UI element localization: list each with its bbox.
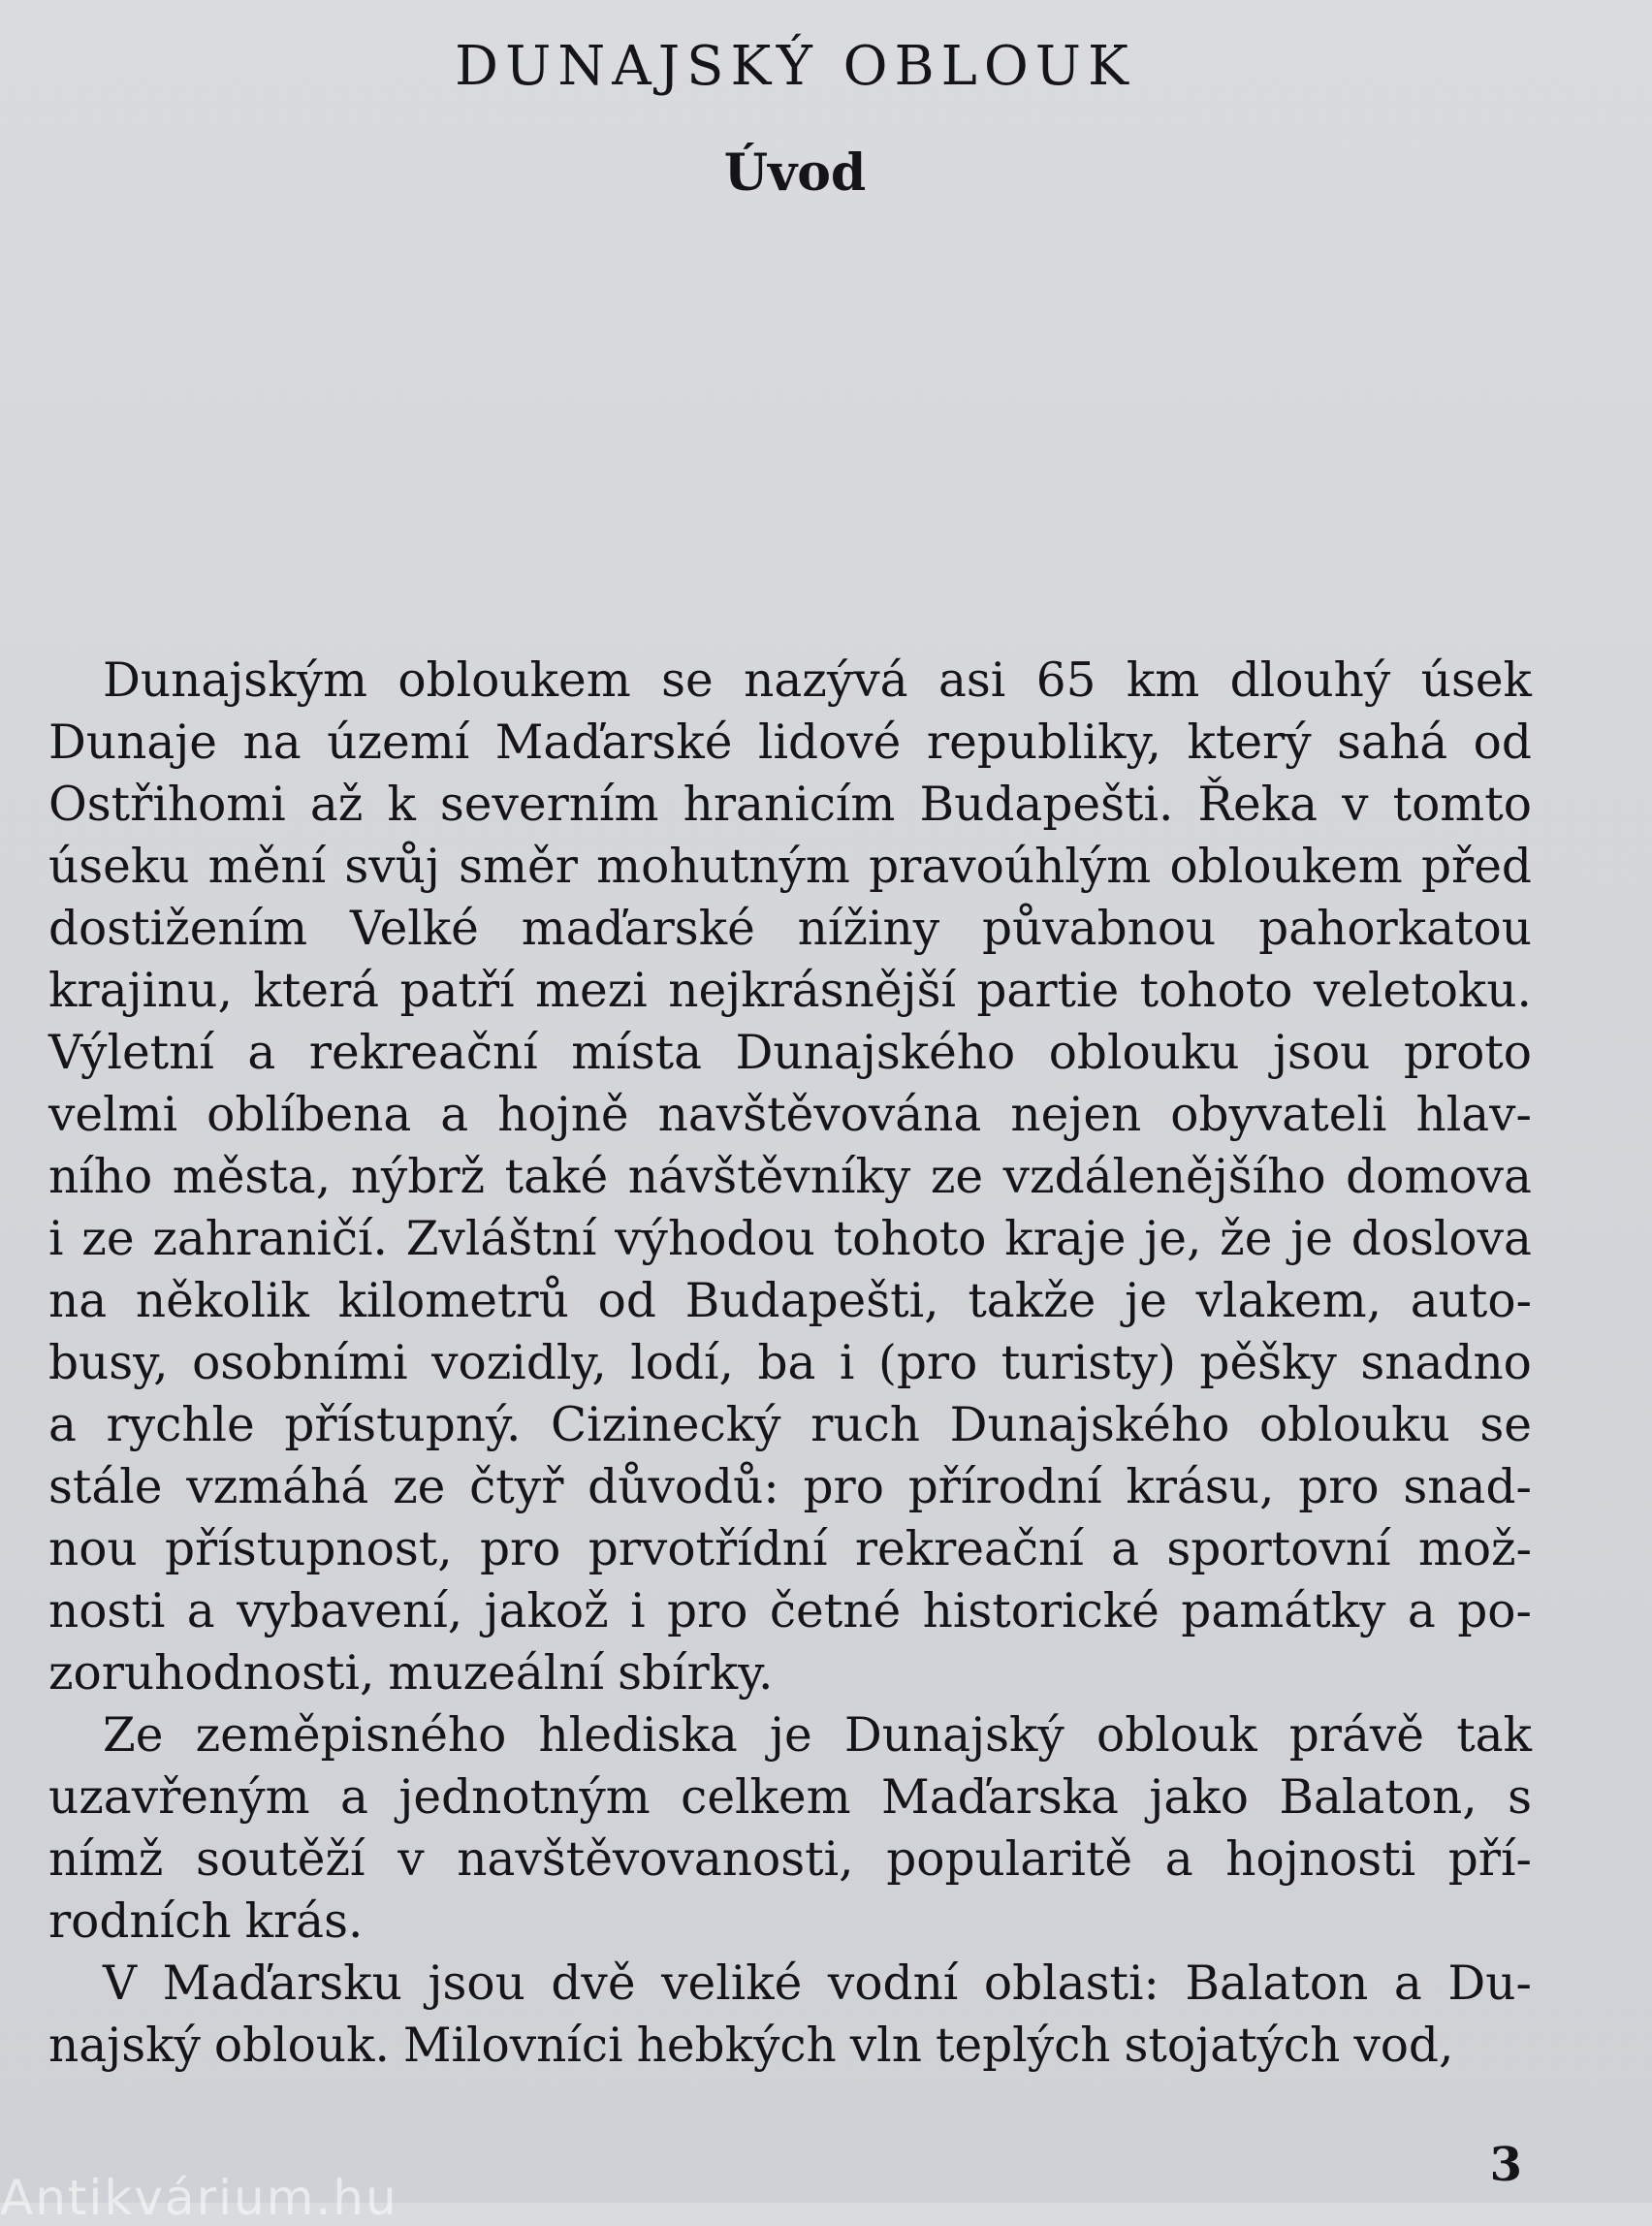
word: muzeální [388, 1646, 605, 1701]
text-line [48, 1766, 1532, 1828]
word: Maďarsku [162, 1956, 402, 2011]
text-line [48, 1704, 1532, 1766]
word: svůj [344, 840, 440, 894]
page-number: 3 [1489, 2138, 1522, 2192]
word: Dunajským [103, 653, 367, 708]
word: turisty) [1001, 1336, 1176, 1390]
word: sbírky. [618, 1646, 774, 1701]
word: která [253, 964, 380, 1018]
text-line [48, 1146, 1532, 1208]
word: auto- [1410, 1274, 1532, 1328]
word: oblouk [1096, 1708, 1257, 1763]
word: nejkrásnější [668, 964, 956, 1018]
word: v [397, 1832, 425, 1887]
text-line [48, 712, 1532, 774]
word: veletoku. [1313, 964, 1532, 1018]
word: jednotným [398, 1770, 651, 1825]
word: Du- [1447, 1956, 1532, 2011]
word: hojně [497, 1088, 629, 1142]
word: směr [459, 840, 578, 894]
word: teplých [935, 2019, 1111, 2073]
word: s [1508, 1770, 1532, 1825]
word: vod, [1353, 2019, 1454, 2073]
word: také [504, 1150, 609, 1204]
word: V [103, 1956, 138, 2011]
word: rekreační [854, 1522, 1084, 1576]
word: lodí, [630, 1336, 734, 1390]
word: velmi [48, 1088, 178, 1142]
word: sahá [1337, 716, 1448, 770]
word: tohoto [1139, 964, 1293, 1018]
word: nýbrž [350, 1150, 486, 1204]
word: až [309, 778, 364, 832]
text-line [48, 898, 1532, 960]
word: oblíbena [206, 1088, 412, 1142]
word: Dunajského [735, 1026, 1016, 1080]
word: Budapešti. [919, 778, 1174, 832]
word: Milovníci [402, 2019, 623, 2073]
word: krásu, [1126, 1460, 1275, 1514]
word: Budapešti, [684, 1274, 939, 1328]
word: celkem [681, 1770, 851, 1825]
word: asi [937, 653, 1006, 708]
word: jsou [1273, 1026, 1371, 1080]
word: hlediska [538, 1708, 738, 1763]
word: oblasti: [983, 1956, 1160, 2011]
word: Velké [350, 902, 479, 956]
word: stále [48, 1460, 163, 1514]
word: ze [930, 1150, 984, 1204]
word: km [1126, 653, 1200, 708]
word: místa [571, 1026, 703, 1080]
word: nížiny [797, 902, 940, 956]
word: přístupný. [284, 1398, 522, 1452]
word: Maďarské [494, 716, 733, 770]
word: a [340, 1770, 368, 1825]
word: návštěvníky [627, 1150, 911, 1204]
word: je [1125, 1274, 1167, 1328]
word: kraje [1004, 1212, 1127, 1266]
body-text [48, 650, 1532, 2077]
word: Dunaje [48, 716, 218, 770]
word: Cizinecký [550, 1398, 781, 1452]
word: (pro [877, 1336, 978, 1390]
word: Výletní [48, 1026, 214, 1080]
word: domova [1346, 1150, 1532, 1204]
text-line [48, 1208, 1532, 1270]
word: ze [393, 1460, 446, 1514]
text-line [48, 1891, 1532, 1953]
word: severním [439, 778, 659, 832]
word: snad- [1403, 1460, 1532, 1514]
word: mění [207, 840, 327, 894]
word: busy, [48, 1336, 169, 1390]
word: obloukem [1169, 840, 1403, 894]
word: i [839, 1336, 855, 1390]
word: Ostřihomi [48, 778, 286, 832]
word: a [1407, 1584, 1436, 1638]
word: území [327, 716, 470, 770]
word: veliké [661, 1956, 803, 2011]
word: jsou [428, 1956, 525, 2011]
word: je, [1144, 1212, 1202, 1266]
word: najský [48, 2019, 201, 2073]
word: k [387, 778, 416, 832]
word: vlakem, [1195, 1274, 1382, 1328]
word: navštěvována [657, 1088, 982, 1142]
word: zoruhodnosti, [48, 1646, 375, 1701]
word: a [48, 1398, 77, 1452]
word: vzmáhá [186, 1460, 369, 1514]
word: pro [803, 1460, 884, 1514]
word: maďarské [521, 902, 755, 956]
word: mezi [535, 964, 648, 1018]
word: navštěvovanosti, [457, 1832, 854, 1887]
section-subtitle: Úvod [723, 143, 867, 203]
text-line [48, 1642, 1532, 1704]
word: zahraničí. [152, 1212, 388, 1266]
word: několik [135, 1274, 309, 1328]
text-line [48, 1084, 1532, 1146]
word: obyvateli [1170, 1088, 1387, 1142]
word: hlav- [1415, 1088, 1532, 1142]
word: a [440, 1088, 469, 1142]
word: pro [479, 1522, 561, 1576]
word: přístupnost, [164, 1522, 453, 1576]
word: půvabnou [981, 902, 1217, 956]
word: úsek [1420, 653, 1532, 708]
word: obloukem [397, 653, 631, 708]
word: rodních [48, 1894, 232, 1949]
text-line [48, 1953, 1532, 2015]
word: nejen [1010, 1088, 1142, 1142]
word: úseku [48, 840, 190, 894]
word: důvodů: [588, 1460, 779, 1514]
word: na [48, 1274, 108, 1328]
text-line [48, 1394, 1532, 1456]
word: mož- [1417, 1522, 1532, 1576]
text-line [48, 1022, 1532, 1084]
word: Maďarska [881, 1770, 1119, 1825]
word: dostižením [48, 902, 308, 956]
word: dlouhý [1229, 653, 1391, 708]
word: přírodní [907, 1460, 1102, 1514]
word: nou [48, 1522, 138, 1576]
word: se [661, 653, 714, 708]
word: vln [849, 2019, 922, 2073]
word: před [1420, 840, 1532, 894]
word: města, [172, 1150, 332, 1204]
word: tomto [1392, 778, 1532, 832]
word: ze [81, 1212, 135, 1266]
word: Balaton, [1279, 1770, 1477, 1825]
word: Ze [103, 1708, 164, 1763]
text-line [48, 774, 1532, 836]
word: doslova [1350, 1212, 1532, 1266]
word: a [1164, 1832, 1193, 1887]
word: nazývá [744, 653, 908, 708]
word: oblouku [1258, 1398, 1450, 1452]
word: rychle [106, 1398, 255, 1452]
word: rekreační [308, 1026, 538, 1080]
word: čtyř [469, 1460, 564, 1514]
text-line [48, 1580, 1532, 1642]
word: po- [1457, 1584, 1532, 1638]
word: mohutným [596, 840, 850, 894]
word: se [1479, 1398, 1532, 1452]
word: od [597, 1274, 656, 1328]
word: výhodou [615, 1212, 815, 1266]
word: a [1393, 1956, 1422, 2011]
word: i [48, 1212, 64, 1266]
word: tohoto [833, 1212, 987, 1266]
word: pěšky [1199, 1336, 1337, 1390]
word: snadno [1360, 1336, 1532, 1390]
word: tak [1456, 1708, 1532, 1763]
word: Dunajský [843, 1708, 1064, 1763]
word: oblouku [1048, 1026, 1240, 1080]
word: vybavení, [237, 1584, 463, 1638]
word: takže [968, 1274, 1096, 1328]
text-line [48, 960, 1532, 1022]
word: zeměpisného [195, 1708, 507, 1763]
word: a [247, 1026, 276, 1080]
word: dvě [551, 1956, 636, 2011]
word: je [1290, 1212, 1333, 1266]
text-line [48, 1518, 1532, 1580]
word: pří- [1447, 1832, 1532, 1887]
word: 65 [1035, 653, 1096, 708]
text-line [48, 1270, 1532, 1332]
word: pro [667, 1584, 748, 1638]
word: kilometrů [337, 1274, 569, 1328]
word: popularitě [886, 1832, 1133, 1887]
word: krajinu, [48, 964, 233, 1018]
word: oblouk. [213, 2019, 390, 2073]
word: jakož [484, 1584, 609, 1638]
word: hojnosti [1225, 1832, 1416, 1887]
word: je [769, 1708, 812, 1763]
word: vzdálenějšího [1002, 1150, 1326, 1204]
word: vozidly, [431, 1336, 607, 1390]
word: prvotřídní [588, 1522, 828, 1576]
word: od [1473, 716, 1532, 770]
word: Balaton [1185, 1956, 1369, 2011]
word: pro [1298, 1460, 1380, 1514]
text-line [48, 1332, 1532, 1394]
text-line [48, 2015, 1532, 2077]
text-line [48, 836, 1532, 898]
word: památky [1181, 1584, 1386, 1638]
word: který [1187, 716, 1312, 770]
word: četné [769, 1584, 902, 1638]
word: a [186, 1584, 215, 1638]
text-line [48, 650, 1532, 712]
word: proto [1403, 1026, 1532, 1080]
word: právě [1288, 1708, 1425, 1763]
word: historické [922, 1584, 1160, 1638]
word: soutěží [195, 1832, 365, 1887]
word: že [1220, 1212, 1273, 1266]
word: osobními [192, 1336, 408, 1390]
word: pravoúhlým [869, 840, 1152, 894]
word: hebkých [636, 2019, 837, 2073]
word: hranicím [683, 778, 896, 832]
word: ruch [810, 1398, 920, 1452]
word: ba [757, 1336, 816, 1390]
word: patří [399, 964, 515, 1018]
word: v [1342, 778, 1369, 832]
text-line [48, 1828, 1532, 1891]
word: partie [976, 964, 1120, 1018]
word: ního [48, 1150, 153, 1204]
word: sportovní [1166, 1522, 1391, 1576]
word: uzavřeným [48, 1770, 310, 1825]
text-line [48, 1456, 1532, 1518]
word: i [630, 1584, 646, 1638]
word: republiky, [926, 716, 1161, 770]
word: Dunajského [949, 1398, 1230, 1452]
word: nosti [48, 1584, 166, 1638]
word: nímž [48, 1832, 164, 1887]
word: pahorkatou [1258, 902, 1532, 956]
word: vodní [827, 1956, 959, 2011]
chapter-title: DUNAJSKÝ OBLOUK [455, 35, 1135, 98]
word: a [1111, 1522, 1140, 1576]
word: Řeka [1197, 778, 1318, 832]
word: na [242, 716, 302, 770]
watermark: Antikvárium.hu [0, 2170, 398, 2226]
word: Zvláštní [405, 1212, 597, 1266]
word: jako [1149, 1770, 1249, 1825]
word: stojatých [1124, 2019, 1341, 2073]
word: krás. [244, 1894, 364, 1949]
word: lidové [758, 716, 902, 770]
